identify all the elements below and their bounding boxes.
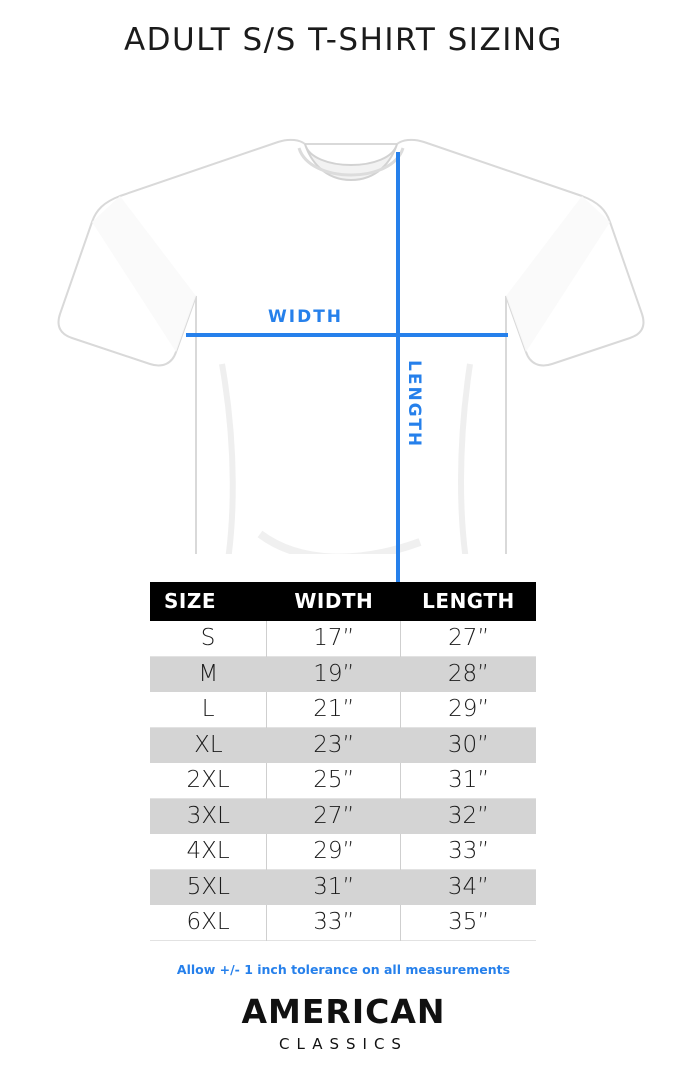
cell-length: 29”	[401, 692, 536, 728]
cell-width: 29”	[267, 834, 401, 870]
table-row	[150, 728, 536, 764]
cell-width: 19”	[267, 657, 401, 693]
cell-size: 2XL	[150, 763, 267, 799]
width-measure-line	[186, 333, 508, 337]
page-title: ADULT S/S T-SHIRT SIZING	[123, 22, 564, 58]
cell-length: 35”	[401, 905, 536, 941]
table-row	[150, 657, 536, 693]
table-row	[150, 621, 536, 657]
cell-size: M	[150, 657, 267, 693]
length-measure-line	[396, 152, 400, 632]
cell-size: 6XL	[150, 905, 267, 941]
cell-length: 34”	[401, 870, 536, 906]
cell-length: 28”	[401, 657, 536, 693]
cell-width: 21”	[267, 692, 401, 728]
cell-width: 33”	[267, 905, 401, 941]
cell-length: 31”	[401, 763, 536, 799]
size-chart-table	[150, 582, 536, 941]
width-label: WIDTH	[268, 307, 344, 327]
table-row	[150, 692, 536, 728]
cell-size: 5XL	[150, 870, 267, 906]
cell-length: 33”	[401, 834, 536, 870]
table-row	[150, 870, 536, 906]
cell-size: 3XL	[150, 799, 267, 835]
cell-width: 17”	[267, 621, 401, 657]
column-header-width: WIDTH	[267, 582, 401, 621]
cell-length: 27”	[401, 621, 536, 657]
table-row	[150, 834, 536, 870]
brand-name: AMERICAN	[241, 992, 446, 1031]
cell-width: 31”	[267, 870, 401, 906]
table-row	[150, 799, 536, 835]
table-header-row	[150, 582, 536, 621]
cell-width: 25”	[267, 763, 401, 799]
length-label: LENGTH	[404, 360, 424, 449]
cell-width: 23”	[267, 728, 401, 764]
cell-size: XL	[150, 728, 267, 764]
cell-width: 27”	[267, 799, 401, 835]
cell-size: L	[150, 692, 267, 728]
column-header-length: LENGTH	[401, 582, 536, 621]
tshirt-diagram	[0, 64, 687, 554]
cell-length: 32”	[401, 799, 536, 835]
cell-size: S	[150, 621, 267, 657]
brand-logo	[0, 992, 687, 1053]
cell-size: 4XL	[150, 834, 267, 870]
brand-subtitle: CLASSICS	[279, 1035, 408, 1053]
tshirt-illustration	[0, 64, 687, 554]
tolerance-note: Allow +/- 1 inch tolerance on all measurements	[176, 962, 511, 977]
table-row	[150, 763, 536, 799]
table-row	[150, 905, 536, 941]
cell-length: 30”	[401, 728, 536, 764]
column-header-size: SIZE	[150, 582, 267, 621]
